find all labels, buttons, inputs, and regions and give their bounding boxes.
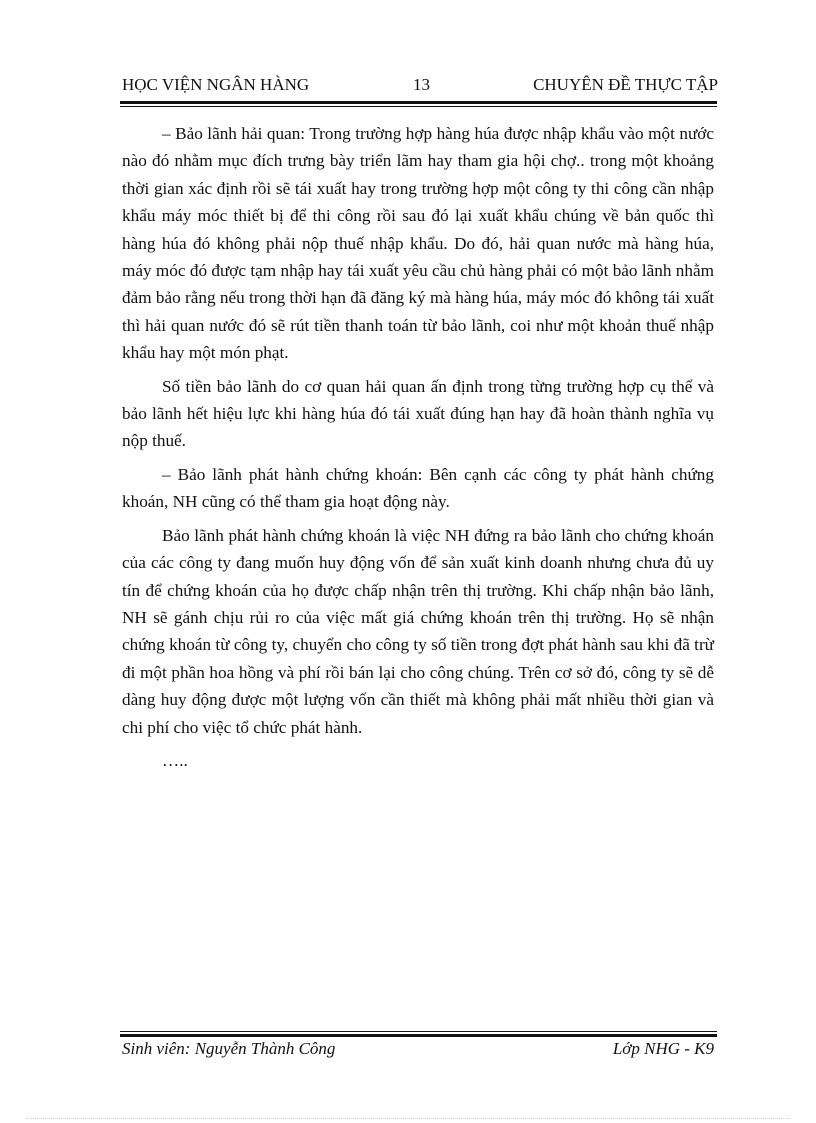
- footer-class: Lớp NHG - K9: [612, 1039, 714, 1058]
- paragraph-ellipsis: …..: [162, 750, 188, 770]
- page-header: [122, 72, 718, 98]
- page-number: 13: [413, 75, 430, 94]
- footer-rule-thin: [120, 1031, 717, 1032]
- header-rule-thick: [120, 101, 717, 104]
- page-footer: [122, 1036, 714, 1062]
- paragraph-securities-guarantee: – Bảo lãnh phát hành chứng khoán: Bên cạnh các công ty phát hành chứng khoán, NH cũng có thể tham gia hoạt động này.: [122, 464, 714, 512]
- paragraph-guarantee-amount: Số tiền bảo lãnh do cơ quan hải quan ấn định trong từng trường hợp cụ thể và bảo lãnh hết hiệu lực khi hàng húa đó tái xuất đúng hạn hay đã hoàn thành nghĩa vụ nộp thuế.: [122, 376, 714, 451]
- header-document-type: CHUYÊN ĐỀ THỰC TẬP: [533, 75, 718, 94]
- paragraph-customs-guarantee: – Bảo lãnh hải quan: Trong trường hợp hàng húa được nhập khẩu vào một nước nào đó nhằm mục đích trưng bày triển lãm hay tham gia hội chợ.. trong một khoảng thời gian xác định rồi sẽ tái xuất hay trong trường hợp một công ty thi công cần nhập khẩu máy móc thiết bị để thi công rồi sau đó lại xuất khẩu chúng về bản quốc thì hàng húa đó không phải nộp thuế nhập khẩu. Do đó, hải quan nước mà hàng húa, máy móc đó được tạm nhập hay tái xuất yêu cầu chủ hàng phải có một bảo lãnh nhằm đảm bảo rằng nếu trong thời hạn đã đăng ký mà hàng húa, máy móc đó không tái xuất thì hải quan nước đó sẽ rút tiền thanh toán từ bảo lãnh, coi như một khoản thuế nhập khẩu hay một món phạt.: [122, 124, 714, 363]
- header-rule-thin: [120, 106, 717, 107]
- paragraph-securities-underwriting: Bảo lãnh phát hành chứng khoán là việc NH đứng ra bảo lãnh cho chứng khoán của các công ty đang muốn huy động vốn để sản xuất kinh doanh nhưng chưa đủ uy tín để chứng khoán của họ được chấp nhận trên thị trường. Khi chấp nhận bảo lãnh, NH sẽ gánh chịu rủi ro của việc mất giá chứng khoán trên thị trường. Họ sẽ nhận chứng khoán từ công ty, chuyển cho công ty số tiền trong đợt phát hành sau khi đã trừ đi một phần hoa hồng và phí rồi bán lại cho công chúng. Trên cơ sở đó, công ty sẽ dễ dàng huy động được một lượng vốn cần thiết mà không phải mất nhiều thời gian và chi phí cho việc tổ chức phát hành.: [122, 525, 714, 737]
- footer-student: Sinh viên: Nguyễn Thành Công: [122, 1039, 336, 1058]
- header-institution: HỌC VIỆN NGÂN HÀNG: [122, 75, 310, 94]
- page-bottom-dotted-line: [26, 1118, 790, 1119]
- document-body: [122, 120, 714, 780]
